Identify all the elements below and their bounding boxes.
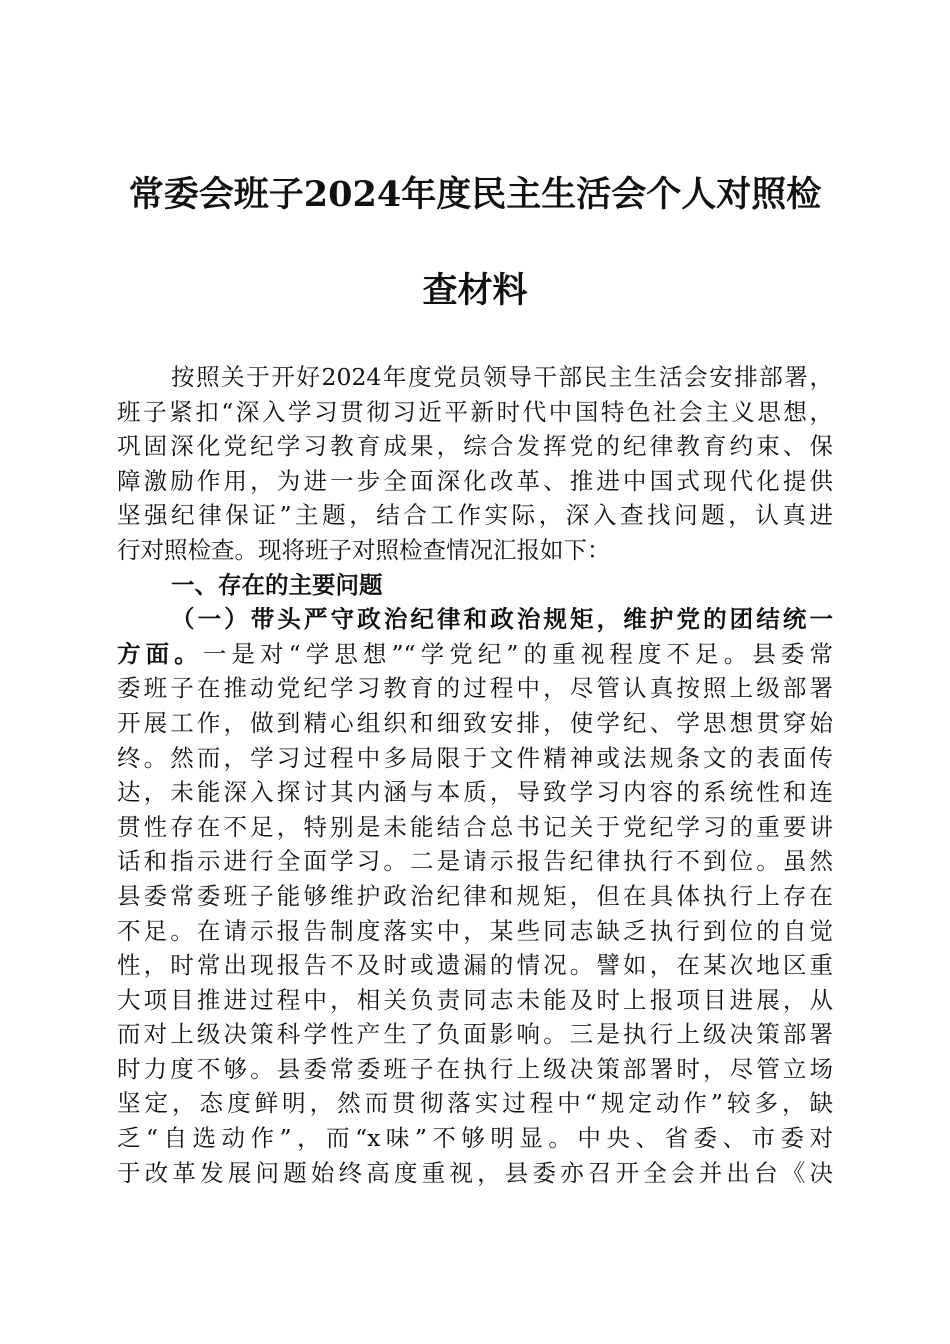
body-line-5: 贯性存在不足，特别是未能结合总书记关于党纪学习的重要讲	[117, 812, 833, 841]
body-line-4: 达，未能深入探讨其内涵与本质，导致学习内容的系统性和连	[117, 778, 833, 807]
subsection-line-2	[117, 637, 833, 672]
body-line-6: 话和指示进行全面学习。二是请示报告纪律执行不到位。虽然	[117, 847, 833, 876]
intro-line-4: 障激励作用，为进一步全面深化改革、推进中国式现代化提供	[117, 466, 833, 495]
document-title-line-1: 常委会班子2024年度民主生活会个人对照检	[128, 174, 822, 215]
subsection-heading-1: （一）带头严守政治纪律和政治规矩，维护党的团结统一	[171, 605, 833, 634]
body-line-1: 委班子在推动党纪学习教育的过程中，尽管认真按照上级部署	[117, 674, 833, 703]
body-line-2: 开展工作，做到精心组织和细致安排，使学纪、学思想贯穿始	[117, 708, 833, 737]
subsection-line-2-text: 一是对“学思想”“学党纪”的重视程度不足。县委常	[202, 639, 833, 668]
intro-line-1: 按照关于开好2024年度党员领导干部民主生活会安排部署，	[171, 363, 833, 391]
document-title-line-2: 查材料	[422, 270, 528, 311]
body-line-9: 性，时常出现报告不及时或遗漏的情况。譬如，在某次地区重	[117, 951, 833, 980]
section-heading-1: 一、存在的主要问题	[171, 570, 383, 599]
body-line-8: 不足。在请示报告制度落实中，某些同志缺乏执行到位的自觉	[117, 916, 833, 945]
intro-line-6: 行对照检查。现将班子对照检查情况汇报如下：	[117, 535, 611, 564]
body-line-11: 而对上级决策科学性产生了负面影响。三是执行上级决策部署	[117, 1020, 833, 1049]
document-body	[117, 360, 833, 1190]
body-line-14: 乏“自选动作”，而“x味”不够明显。中央、省委、市委对	[117, 1124, 833, 1153]
body-line-3: 终。然而，学习过程中多局限于文件精神或法规条文的表面传	[117, 743, 833, 772]
body-line-15: 于改革发展问题始终高度重视，县委亦召开全会并出台《决	[117, 1158, 833, 1187]
body-line-7: 县委常委班子能够维护政治纪律和规矩，但在具体执行上存在	[117, 881, 833, 910]
body-line-13: 坚定，态度鲜明，然而贯彻落实过程中“规定动作”较多，缺	[117, 1089, 833, 1118]
intro-line-2: 班子紧扣“深入学习贯彻习近平新时代中国特色社会主义思想，	[117, 397, 833, 426]
body-line-12: 时力度不够。县委常委班子在执行上级决策部署时，尽管立场	[117, 1054, 833, 1083]
body-line-10: 大项目推进过程中，相关负责同志未能及时上报项目进展，从	[117, 985, 833, 1014]
subsection-heading-1-end: 方面。	[117, 639, 203, 668]
intro-line-5: 坚强纪律保证”主题，结合工作实际，深入查找问题，认真进	[117, 501, 833, 530]
intro-line-3: 巩固深化党纪学习教育成果，综合发挥党的纪律教育约束、保	[117, 432, 833, 461]
